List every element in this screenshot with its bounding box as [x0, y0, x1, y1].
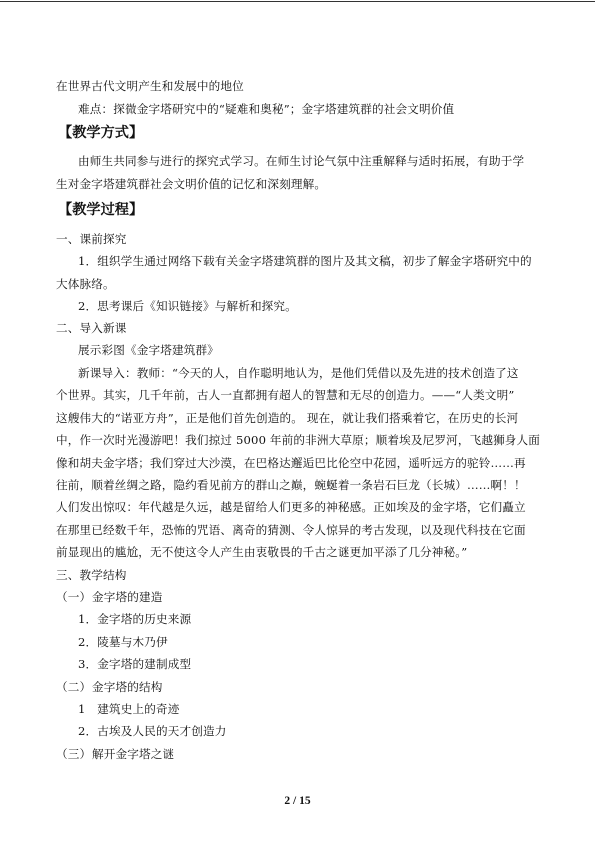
text-line: 像和胡夫金字塔；我们穿过大沙漠，在巴格达邂逅巴比伦空中花园，遥听远方的驼铃……再 [56, 456, 526, 470]
section-heading-process: 【教学过程】 [58, 202, 144, 218]
text-line: 在那里已经数千年，恐怖的咒语、离奇的猜测、令人惊异的考古发现，以及现代科技在它面 [56, 523, 526, 537]
text-line: 人们发出惊叹：年代越是久远，越是留给人们更多的神秘感。正如埃及的金字塔，它们矗立 [56, 500, 526, 514]
page-number: 2 / 15 [284, 795, 311, 807]
difficulty-line: 难点：探微金字塔研究中的“疑难和奥秘”；金字塔建筑群的社会文明价值 [78, 102, 455, 116]
outline-subitem: 2．陵墓与木乃伊 [78, 635, 168, 649]
outline-title: 金字塔的建造 [92, 590, 163, 604]
text-line: 中，作一次时光漫游吧！我们掠过 5000 年前的非洲大草原；顺着埃及尼罗河，飞越狮身人面 [56, 433, 541, 447]
outline-title: 金字塔的结构 [92, 680, 163, 694]
text-line: 这艘伟大的“诺亚方舟”，正是他们首先创造的。 现在，就让我们搭乘着它，在历史的长河 [56, 411, 519, 425]
outline-item [56, 679, 556, 695]
text-line: 前显现出的尴尬，无不使这令人产生由衷敬畏的千古之谜更加平添了几分神秘。” [56, 545, 468, 559]
subsection-title: 二、导入新课 [56, 321, 127, 335]
text-line: 生对金字塔建筑群社会文明价值的记忆和深刻理解。 [56, 177, 327, 191]
outline-subitem: 2．古埃及人民的天才创造力 [78, 724, 227, 738]
outline-number: （一） [56, 590, 92, 604]
subsection-title: 一、课前探究 [56, 232, 127, 246]
outline-subitem: 1．金字塔的历史来源 [78, 612, 192, 626]
text-line: 由师生共同参与进行的探究式学习。在师生讨论气氛中注重解释与适时拓展，有助于学 [78, 154, 525, 168]
section-heading-method: 【教学方式】 [58, 125, 144, 141]
outline-number: （二） [56, 680, 92, 694]
outline-title: 解开金字塔之谜 [92, 747, 175, 761]
text-line: 2．思考课后《知识链接》与解析和探究。 [78, 299, 297, 313]
text-line: 展示彩图《金字塔建筑群》 [78, 343, 219, 357]
text-line: 个世界。其实，几千年前，古人一直都拥有超人的智慧和无尽的创造力。——“人类文明” [56, 388, 515, 402]
text-line: 往前，顺着丝绸之路，隐约看见前方的群山之巅，蜿蜒着一条岩石巨龙（长城）……啊！！ [56, 478, 526, 492]
text-line: 大体脉络。 [56, 277, 115, 291]
outline-item [56, 746, 556, 762]
outline-number: （三） [56, 747, 92, 761]
text-line: 新课导入：教师：“今天的人，自作聪明地认为，是他们凭借以及先进的技术创造了这 [78, 366, 519, 380]
outline-subitem: 1 建筑史上的奇迹 [78, 702, 180, 716]
outline-item [56, 589, 556, 605]
text-line: 1．组织学生通过网络下载有关金字塔建筑群的图片及其文稿，初步了解金字塔研究中的 [78, 254, 532, 268]
subsection-title: 三、教学结构 [56, 568, 127, 582]
outline-subitem: 3．金字塔的建制成型 [78, 657, 192, 671]
text-line: 在世界古代文明产生和发展中的地位 [56, 79, 244, 93]
